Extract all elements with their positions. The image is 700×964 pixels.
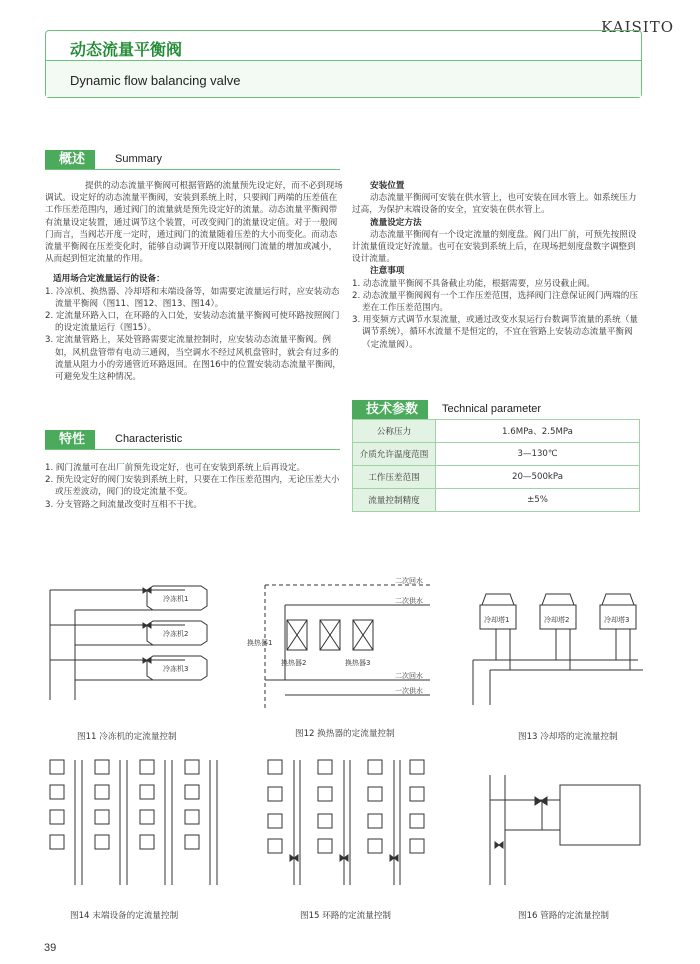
features-tag: 特性 [45,430,95,449]
fig12-unit-1: 换热器1 [247,639,273,647]
tech-tag: 技术参数 [352,400,428,419]
summary-tag: 概述 [45,150,95,169]
tech-key: 公称压力 [353,420,436,443]
summary-paragraph: 提供的动态流量平衡阀可根据管路的流量预先设定好，而不必到现场调试。设定好的动态流量平衡阀，安装到系统上时，只要阀门两端的压差值在工作压差范围内，通过阀门的流量就是预先设定好的流量。动态流量平衡阀带有流量设定装置，通过调节这个装置，可改变阀门的流量设定值。对于一般阀门而言，当阀芯开度一定时，通过阀门的流量随着压差的大小而变化。而动态流量平衡阀在压差变化时，能够自动调节开度以限制阀门流量的增加或减小，从而起到恒定流量的作用。 [45,181,343,265]
features-body [45,462,345,511]
install-pos-text: 动态流量平衡阀可安装在供水管上，也可安装在回水管上。如系统压力过高，为保护末端设备的安全，宜安装在供水管上。 [352,193,637,216]
tech-key: 工作压差范围 [353,466,436,489]
fig15-caption: 图15 环路的定流量控制 [300,911,392,921]
table-row [353,443,640,466]
tech-key: 流量控制精度 [353,489,436,512]
tech-value: 3—130℃ [436,443,640,466]
install-note-1: 1. 动态流量平衡阀不具备截止功能，根据需要，应另设截止阀。 [352,278,595,289]
tech-en: Technical parameter [442,403,542,415]
tech-value: ±5% [436,489,640,512]
fig14-diagram [40,755,230,895]
fig12-label-4: 一次供水 [395,687,423,695]
tech-value: 20—500kPa [436,466,640,489]
scene-1: 1. 冷凉机、换热器、冷却塔和末端设备等，如需要定流量运行时，应安装动态流量平衡阀（图11、图12、图13、图14）。 [45,286,340,309]
table-row [353,466,640,489]
fig12-diagram [245,575,435,715]
fig11-diagram [45,580,235,710]
fig11-unit-2: 冷冻机2 [163,630,189,638]
install-note-3: 3. 用变频方式调节水泵流量，或通过改变水泵运行台数调节流量的系统（量调节系统），循环水流量不是恒定的，不宜在管路上安装动态流量平衡阀（定流量阀）。 [352,315,638,350]
feature-3: 3. 分支管路之间流量改变时互相不干扰。 [45,499,203,510]
features-header [45,430,340,450]
feature-2: 2. 预先设定好的阀门安装到系统上时，只要在工作压差范围内，无论压差大小或压差波动，阀门的设定流量不变。 [45,475,340,498]
fig15-diagram [260,755,440,895]
page-title: 动态流量平衡阀 [70,40,183,59]
tech-header [352,400,640,420]
fig12-caption: 图12 换热器的定流量控制 [295,729,395,739]
tech-key: 介质允许温度范围 [353,443,436,466]
table-row [353,489,640,512]
fig13-unit-2: 冷却塔2 [544,616,570,624]
install-pos-title: 安装位置 [370,181,405,191]
table-row [353,420,640,443]
features-en: Characteristic [115,433,183,445]
fig12-unit-2: 换热器2 [281,659,307,667]
page-subtitle: Dynamic flow balancing valve [70,73,241,88]
fig16-caption: 图16 管路的定流量控制 [518,911,610,921]
brand-logo: KAISITO [601,18,674,36]
fig13-unit-1: 冷却塔1 [484,616,510,624]
title-box [45,30,642,98]
fig16-diagram [480,770,650,895]
fig11-unit-1: 冷冻机1 [163,595,189,603]
install-set-text: 动态流量平衡阀有一个设定流量的刻度盘。阀门出厂前，可预先按照设计流量值设定好流量。也可在安装到系统上后，在现场把刻度盘数字调整到设计流量。 [352,229,637,265]
features-rule [45,449,340,450]
install-note-title: 注意事项 [370,266,405,277]
summary-rule [45,169,340,170]
fig13-unit-3: 冷却塔3 [604,616,630,624]
fig12-label-2: 二次供水 [395,597,423,605]
install-note-2: 2. 动态流量平衡阀阀有一个工作压差范围，选择阀门注意保证阀门两端的压差在工作压差范围内。 [352,290,638,314]
install-body [352,180,642,351]
scene-2: 2. 定流量环路入口，在环路的入口处，安装动态流量平衡阀可使环路按照阀门的设定流量运行（图15）。 [45,311,340,334]
fig11-unit-3: 冷冻机3 [163,665,189,673]
summary-body [45,180,343,383]
install-set-title: 流量设定方法 [370,217,422,228]
scenes-title: 适用场合定流量运行的设备： [53,274,165,285]
fig14-caption: 图14 末端设备的定流量控制 [70,911,179,921]
fig12-label-1: 二次回水 [395,577,423,585]
feature-1: 1. 阀门流量可在出厂前预先设定好，也可在安装到系统上后再设定。 [45,463,306,473]
page-number: 39 [44,942,57,954]
title-divider [46,60,641,61]
tech-table [352,419,640,512]
fig13-caption: 图13 冷却塔的定流量控制 [518,732,618,742]
scene-3: 3. 定流量管路上，某处管路需要定流量控制时，应安装动态流量平衡阀。例如，风机盘管带有电动三通阀，当空调水不经过风机盘管时，就会有过多的流量从阻力小的旁通管近环路返回。在图16中的位置安装动态流量平衡阀，可避免发生这种情况。 [45,335,341,383]
fig11-caption: 图11 冷冻机的定流量控制 [77,732,177,742]
fig12-label-3: 二次回水 [395,672,423,680]
summary-header [45,150,340,170]
summary-en: Summary [115,153,163,165]
fig13-diagram [468,580,658,710]
tech-value: 1.6MPa、2.5MPa [436,420,640,443]
fig12-unit-3: 换热器3 [345,659,371,667]
